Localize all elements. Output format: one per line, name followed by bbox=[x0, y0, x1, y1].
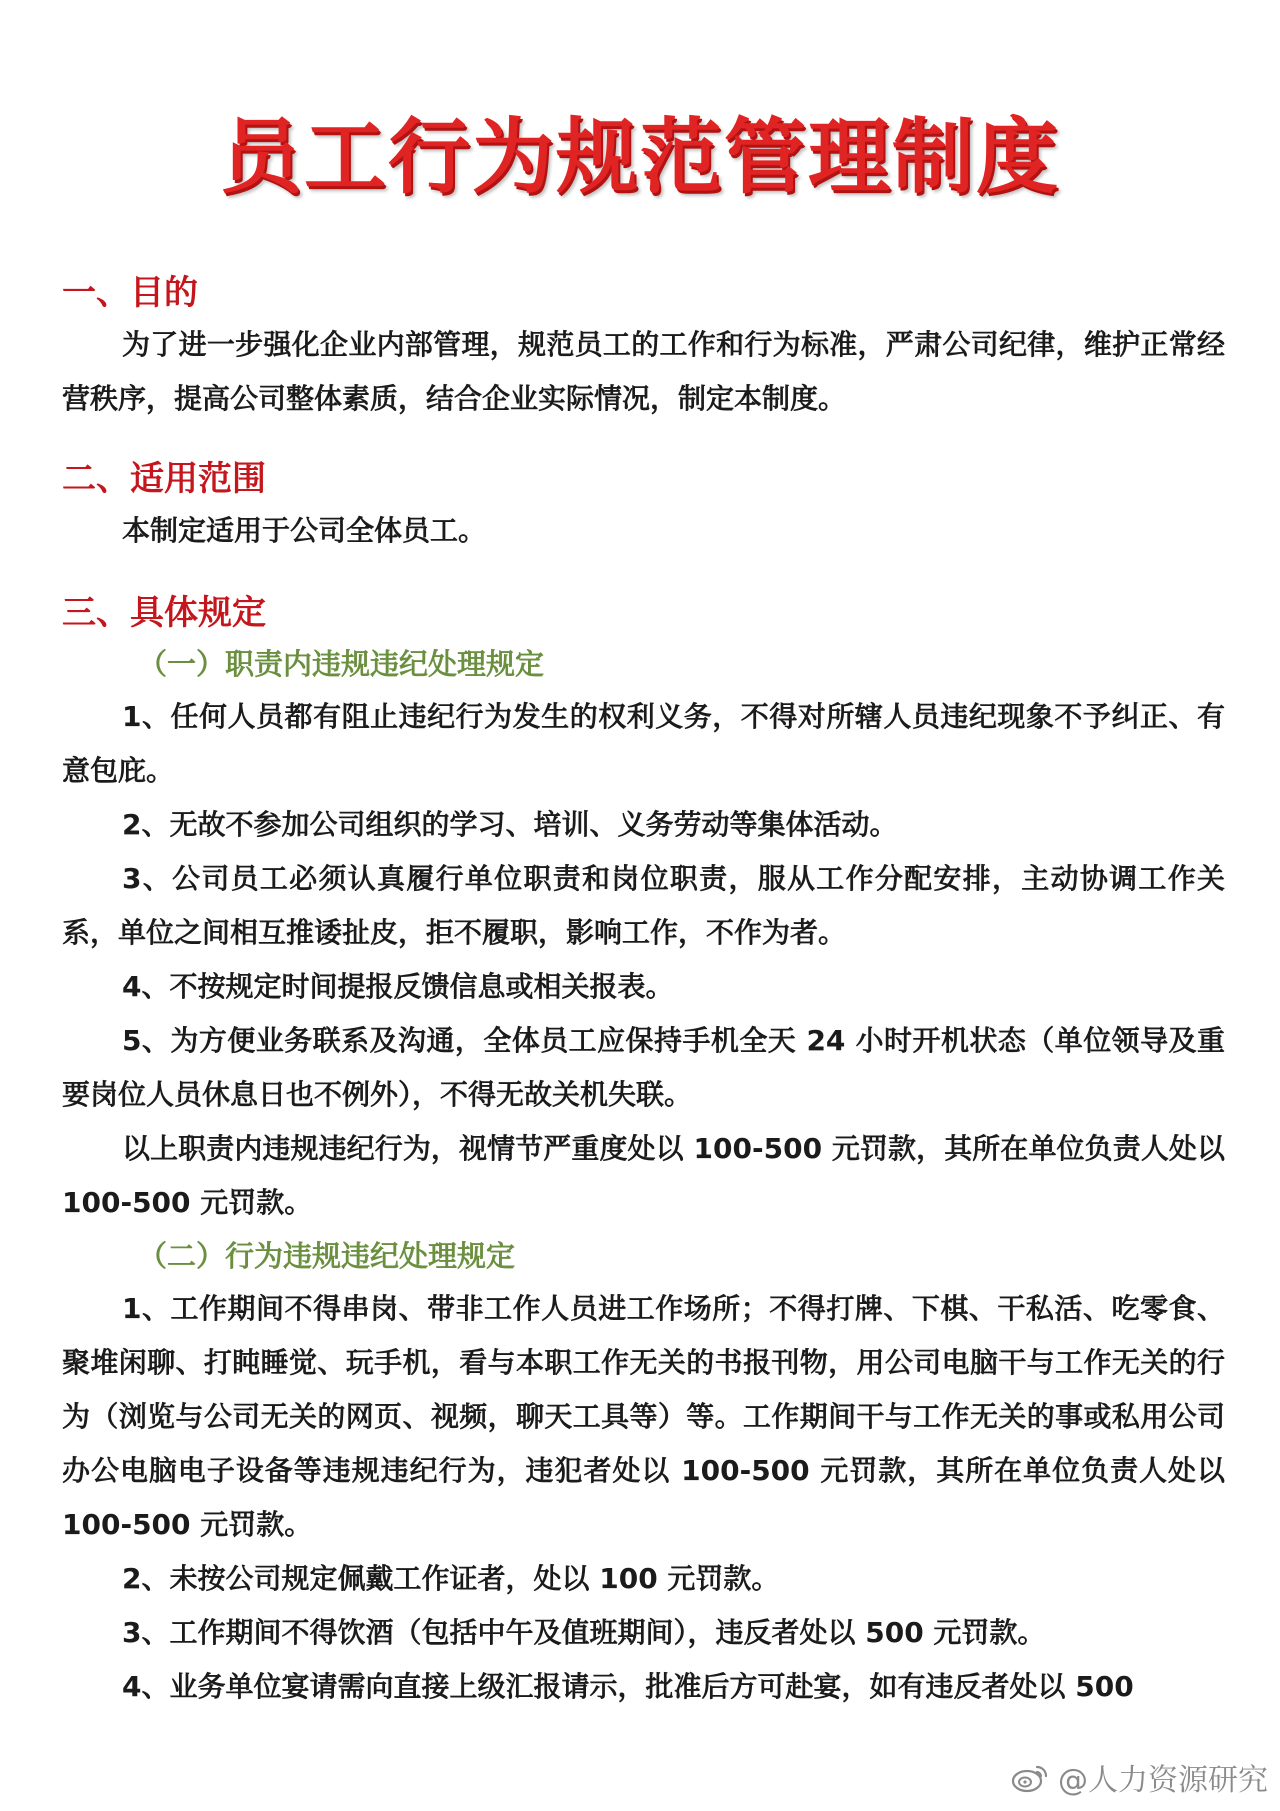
rule-paragraph: 1、任何人员都有阻止违纪行为发生的权利义务，不得对所辖人员违纪现象不予纠正、有意包庇。 bbox=[62, 700, 1225, 787]
rule-paragraph: 3、公司员工必须认真履行单位职责和岗位职责，服从工作分配安排，主动协调工作关系，单位之间相互推诿扯皮，拒不履职，影响工作，不作为者。 bbox=[62, 862, 1225, 949]
paragraph: 本制定适用于公司全体员工。 bbox=[122, 514, 487, 547]
subsection-behavior-violations bbox=[62, 1230, 1225, 1714]
rule-paragraph: 3、工作期间不得饮酒（包括中午及值班期间），违反者处以 500 元罚款。 bbox=[122, 1616, 1046, 1649]
section-heading: 三、具体规定 bbox=[62, 593, 266, 633]
section-purpose bbox=[62, 268, 1225, 426]
document-body bbox=[62, 268, 1225, 1714]
section-heading: 二、适用范围 bbox=[62, 459, 266, 499]
rule-paragraph: 2、未按公司规定佩戴工作证者，处以 100 元罚款。 bbox=[122, 1562, 780, 1595]
section-rules bbox=[62, 588, 1225, 1714]
rule-paragraph: 1、工作期间不得串岗、带非工作人员进工作场所；不得打牌、下棋、干私活、吃零食、聚堆闲聊、打盹睡觉、玩手机，看与本职工作无关的书报刊物，用公司电脑干与工作无关的行为（浏览与公司无关的网页、视频，聊天工具等）等。工作期间干与工作无关的事或私用公司办公电脑电子设备等违规违纪行为，违犯者处以 100-500 元罚款，其所在单位负责人处以 100-500 元罚款。 bbox=[62, 1292, 1225, 1541]
paragraph: 为了进一步强化企业内部管理，规范员工的工作和行为标准，严肃公司纪律，维护正常经营秩序，提高公司整体素质，结合企业实际情况，制定本制度。 bbox=[62, 328, 1225, 415]
rule-paragraph: 2、无故不参加公司组织的学习、培训、义务劳动等集体活动。 bbox=[122, 808, 898, 841]
rule-paragraph: 5、为方便业务联系及沟通，全体员工应保持手机全天 24 小时开机状态（单位领导及重要岗位人员休息日也不例外），不得无故关机失联。 bbox=[62, 1024, 1225, 1111]
rule-paragraph: 4、业务单位宴请需向直接上级汇报请示，批准后方可赴宴，如有违反者处以 500 bbox=[122, 1670, 1134, 1703]
weibo-icon bbox=[1010, 1761, 1050, 1793]
subsection-duty-violations bbox=[62, 638, 1225, 1230]
subsection-heading: （二）行为违规违纪处理规定 bbox=[138, 1239, 516, 1273]
rule-paragraph: 以上职责内违规违纪行为，视情节严重度处以 100-500 元罚款，其所在单位负责人处以 100-500 元罚款。 bbox=[62, 1132, 1225, 1219]
document-title: 员工行为规范管理制度 bbox=[219, 110, 1060, 205]
rule-paragraph: 4、不按规定时间提报反馈信息或相关报表。 bbox=[122, 970, 674, 1003]
watermark bbox=[1010, 1755, 1268, 1799]
subsection-heading: （一）职责内违规违纪处理规定 bbox=[138, 647, 545, 681]
section-scope bbox=[62, 454, 1225, 558]
section-heading: 一、目的 bbox=[62, 273, 198, 313]
watermark-text: @人力资源研究 bbox=[1058, 1763, 1268, 1798]
